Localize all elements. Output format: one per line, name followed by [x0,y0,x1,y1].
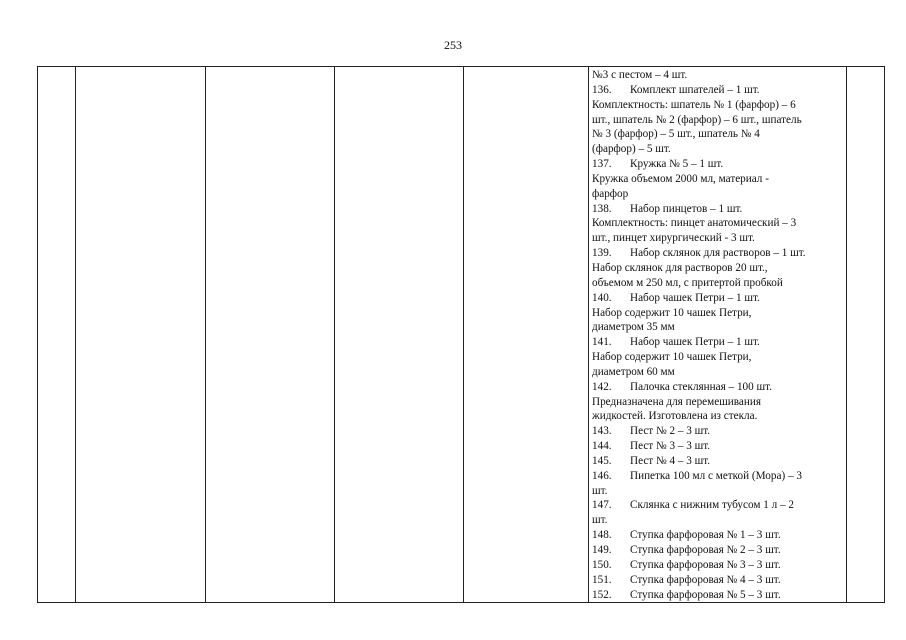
description-line [592,395,842,410]
cell-col-4 [335,67,464,603]
description-line [592,380,842,395]
item-text: Набор содержит 10 чашек Петри, [592,306,752,319]
description-line [592,543,842,558]
item-text: Набор чашек Петри – 1 шт. [630,336,760,349]
description-line [592,439,842,454]
item-number: 144. [592,440,612,453]
item-text: Предназначена для перемешивания [592,395,761,408]
description-line [592,142,842,157]
description-line [592,98,842,113]
item-number: 151. [592,573,612,586]
description-line [592,113,842,128]
item-text: (фарфор) – 5 шт. [592,143,671,156]
item-text: фарфор [592,187,629,200]
description-line [592,127,842,142]
item-number: 149. [592,544,612,556]
item-text: Ступка фарфоровая № 1 – 3 шт. [630,529,781,542]
description-line [592,365,842,380]
item-text: Пест № 3 – 3 шт. [630,440,711,453]
description-line [592,157,842,172]
cell-col-3 [206,67,335,603]
description-lines [592,68,842,602]
item-text: Набор пинцетов – 1 шт. [630,202,743,215]
description-line [592,409,842,424]
item-text: Набор склянок для растворов 20 шт., [592,261,768,274]
description-line [592,306,842,321]
item-text: шт. [592,484,608,497]
item-number: 141. [592,336,612,349]
description-line [592,261,842,276]
item-number: 138. [592,202,612,215]
item-text: Комплектность: пинцет анатомический – 3 [592,217,797,230]
item-text: Ступка фарфоровая № 3 – 3 шт. [630,558,781,571]
item-number: 145. [592,454,612,467]
description-line [592,469,842,484]
description-line [592,513,842,528]
item-number: 147. [592,499,612,512]
item-number: 140. [592,291,612,304]
page-number: 253 [444,38,462,52]
description-line [592,246,842,261]
item-number: 150. [592,558,612,571]
item-text: объемом м 250 мл, с притертой пробкой [592,276,783,289]
item-text: Ступка фарфоровая № 5 – 3 шт. [630,588,781,601]
item-text: шт., пинцет хирургический - 3 шт. [592,232,755,245]
cell-col-5 [464,67,589,603]
item-text: Набор склянок для растворов – 1 шт. [630,247,806,260]
item-number: 143. [592,425,612,438]
item-text: Набор содержит 10 чашек Петри, [592,351,752,364]
item-text: Пест № 4 – 3 шт. [630,454,711,467]
item-text: Комплект шпателей – 1 шт. [630,83,760,96]
description-line [592,558,842,573]
cell-name [76,67,206,603]
item-text: Палочка стеклянная – 100 шт. [630,380,772,393]
description-line [592,528,842,543]
item-text: шт. [592,514,608,527]
item-text: Пипетка 100 мл с меткой (Мора) – 3 [630,469,802,482]
item-text: Кружка объемом 2000 мл, материал - [592,172,769,185]
description-line [592,216,842,231]
description-line [592,202,842,217]
item-number: 136. [592,83,612,96]
description-line [592,172,842,187]
item-text: шт., шпатель № 2 (фарфор) – 6 шт., шпатель [592,113,802,126]
description-line [592,335,842,350]
description-line [592,68,842,83]
description-line [592,320,842,335]
description-line [592,484,842,499]
description-line [592,573,842,588]
description-line [592,424,842,439]
item-text: диаметром 35 мм [592,321,675,334]
description-line [592,454,842,469]
cell-description [589,67,847,603]
cell-index [38,67,76,603]
item-text: Набор чашек Петри – 1 шт. [630,291,760,304]
item-text: Склянка с нижним тубусом 1 л – 2 [630,499,794,512]
item-text: № 3 (фарфор) – 5 шт., шпатель № 4 [592,128,760,141]
item-number: 146. [592,469,612,482]
item-text: диаметром 60 мм [592,365,675,378]
description-line [592,83,842,98]
cell-last [847,67,885,603]
item-text: Кружка № 5 – 1 шт. [630,158,724,171]
item-text: жидкостей. Изготовлена из стекла. [592,410,758,423]
description-line [592,588,842,603]
item-text: №3 с пестом – 4 шт. [592,69,688,81]
item-number: 148. [592,529,612,542]
description-line [592,187,842,202]
item-text: Ступка фарфоровая № 2 – 3 шт. [630,544,781,556]
item-text: Ступка фарфоровая № 4 – 3 шт. [630,573,781,586]
item-number: 139. [592,247,612,260]
item-number: 137. [592,158,612,171]
description-line [592,498,842,513]
table-row [38,67,885,603]
description-line [592,231,842,246]
item-number: 152. [592,588,612,601]
item-text: Комплектность: шпатель № 1 (фарфор) – 6 [592,98,796,111]
description-line [592,276,842,291]
specification-table [37,66,885,603]
item-text: Пест № 2 – 3 шт. [630,425,711,438]
item-number: 142. [592,380,612,393]
description-line [592,350,842,365]
description-line [592,291,842,306]
